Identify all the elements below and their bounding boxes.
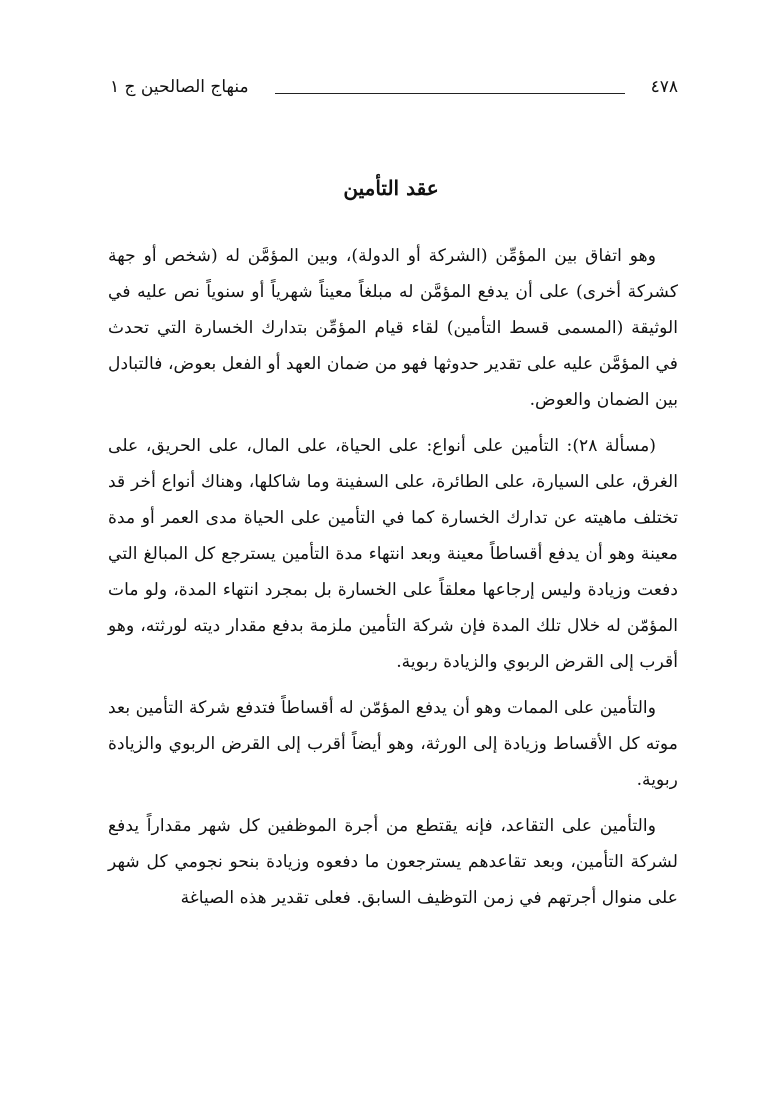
page-number: ٤٧٨ <box>650 77 678 97</box>
paragraph-masala-28: (مسألة ٢٨): التأمين على أنواع: على الحياة، على المال، على الحريق، على الغرق، على السيارة، على الطائرة، على السفينة وما شاكلها، وهناك أنواع أخر قد تختلف ماهيته عن تدارك الخسارة كما في التأمين على الحياة مدى العمر أو مدة معينة وهو أن يدفع أقساطاً معينة وبعد انتهاء مدة التأمين يسترجع كل المبالغ التي دفعت وزيادة وليس إرجاعها معلقاً على الخسارة بل بمجرد انتهاء المدة، ولو مات المؤمّن له خلال تلك المدة فإن شركة التأمين ملزمة بدفع مقدار ديته لورثته، وهو أقرب إلى القرض الربوي والزيادة ربوية. <box>108 436 678 672</box>
paragraph-definition: وهو اتفاق بين المؤمِّن (الشركة أو الدولة)، وبين المؤمَّن له (شخص أو جهة كشركة أخرى) على أن يدفع المؤمَّن له مبلغاً معيناً شهرياً أو سنوياً نص عليه في الوثيقة (المسمى قسط التأمين) لقاء قيام المؤمِّن بتدارك الخسارة التي تحدث في المؤمَّن عليه على تقدير حدوثها فهو من ضمان العهد أو الفعل بعوض، فالتبادل بين الضمان والعوض. <box>108 246 678 410</box>
running-header <box>110 72 678 102</box>
header-rule <box>275 93 625 94</box>
section-title: عقد التأمين <box>343 176 439 200</box>
body-text <box>108 238 678 926</box>
paragraph-retirement-insurance: والتأمين على التقاعد، فإنه يقتطع من أجرة الموظفين كل شهر مقداراً يدفع لشركة التأمين، وبعد تقاعدهم يسترجعون ما دفعوه وزيادة بنحو نجومي كل شهر على منوال أجرتهم في زمن التوظيف السابق. فعلى تقدير هذه الصياغة <box>108 816 678 908</box>
book-title: منهاج الصالحين ج ١ <box>110 77 249 97</box>
paragraph-death-insurance: والتأمين على الممات وهو أن يدفع المؤمّن له أقساطاً فتدفع شركة التأمين بعد موته كل الأقساط وزيادة إلى الورثة، وهو أيضاً أقرب إلى القرض الربوي والزيادة ربوية. <box>108 698 678 790</box>
